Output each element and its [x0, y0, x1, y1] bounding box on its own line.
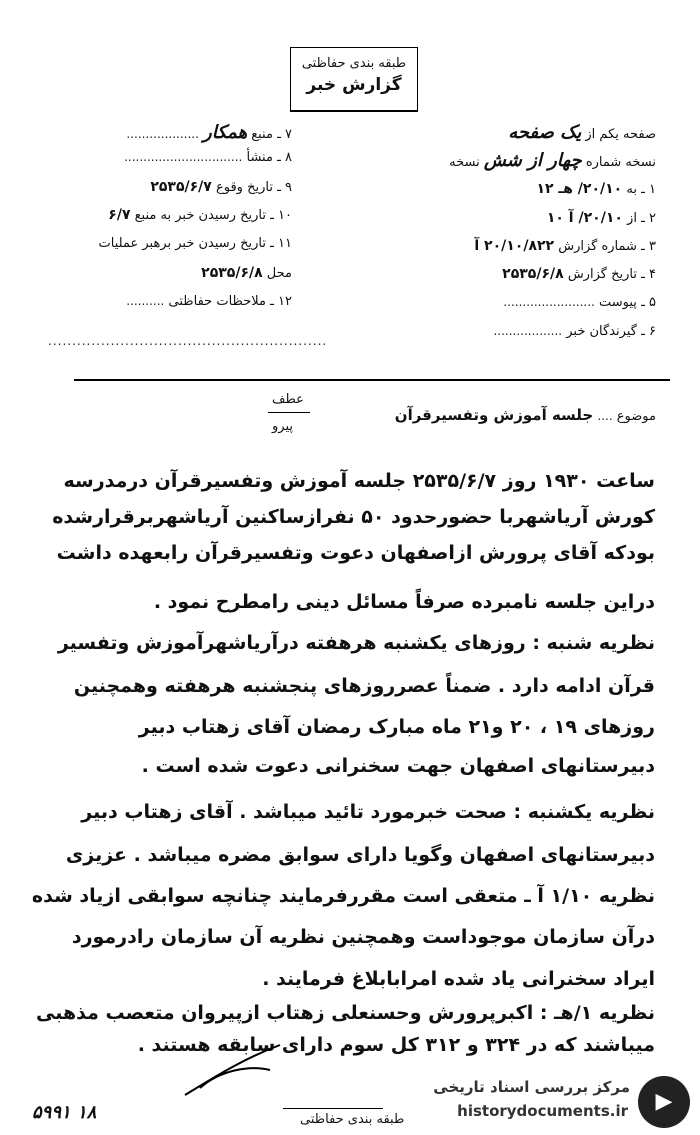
body-line: دبیرستانهای اصفهان جهت سخنرانی دعوت شده است .	[141, 755, 655, 777]
reference-atf-label: عطف	[272, 392, 304, 407]
body-line: روزهای ۱۹ ، ۲۰ و۲۱ ماه مبارک رمضان آقای زهتاب دبیر	[138, 716, 655, 738]
body-line: بودکه آقای پرورش ازاصفهان دعوت وتفسیرقرآن رابعهده داشت	[56, 542, 655, 564]
field-received-source-date-value: ۶/۷	[108, 207, 131, 223]
field-location	[201, 265, 292, 281]
body-line: قرآن ادامه دارد . ضمناً عصرروزهای پنجشنبه هرهفته وهمچنین	[73, 675, 655, 697]
field-page-label: صفحه یکم از	[585, 127, 656, 142]
footer-classification: طبقه بندی حفاظتی	[300, 1112, 405, 1127]
subject-label: موضوع	[616, 409, 656, 424]
classification-header-box	[290, 47, 418, 112]
footer-divider	[283, 1108, 383, 1109]
field-report-number	[474, 238, 656, 254]
field-security-notes-label: ۱۲ ـ ملاحظات حفاظتی	[168, 294, 292, 309]
reference-divider	[268, 412, 310, 413]
body-line: کورش آریاشهربا حضورحدود ۵۰ نفرازساکنین آریاشهربرقرارشده	[52, 506, 655, 528]
body-line: ساعت ۱۹۳۰ روز ۲۵۳۵/۶/۷ جلسه آموزش وتفسیرقرآن درمدرسه	[63, 470, 655, 492]
field-recipients-dots: ..................	[493, 324, 563, 338]
handwritten-scribble-icon	[180, 1040, 290, 1100]
field-source-value: همکار	[203, 122, 248, 143]
security-notes-line: ..........................................................	[48, 334, 328, 348]
body-line: دبیرستانهای اصفهان وگویا دارای سوابق مضره میباشد . عزیزی	[65, 844, 655, 866]
body-line: نظریه ۱/۱۰ آ ـ متعقی است مقررفرمایند چنانچه سوابقی ازیاد شده	[31, 885, 655, 907]
field-origin-label: ۸ ـ منشأ	[246, 150, 292, 165]
field-page	[508, 122, 656, 143]
subject-row: موضوع .... جلسه آموزش وتفسیرقرآن	[394, 406, 656, 424]
field-source	[126, 122, 292, 143]
body-line: درآن سازمان موجوداست وهمچنین نظریه آن سازمان رادرمورد	[71, 926, 655, 948]
section-divider	[74, 379, 670, 381]
body-line: نظریه ۱/هـ : اکبرپرورش وحسنعلی زهتاب ازپیروان متعصب مذهبی	[36, 1002, 655, 1024]
field-occurrence-date-label: ۹ ـ تاریخ وقوع	[215, 180, 292, 195]
field-recipients-label: ۶ ـ گیرندگان خبر	[566, 324, 656, 339]
field-copy-label: نسخه شماره	[585, 155, 656, 170]
field-attachment-dots: ........................	[503, 295, 595, 309]
field-attachment-label: ۵ ـ پیوست	[599, 295, 656, 310]
body-line: نظریه یکشنبه : صحت خبرمورد تائید میباشد . آقای زهتاب دبیر	[81, 801, 655, 823]
field-received-source-date	[108, 207, 292, 223]
body-line: دراین جلسه نامبرده صرفاً مسائل دینی رامطرح نمود .	[153, 591, 655, 613]
field-received-leader-date	[99, 236, 292, 251]
watermark-line2: historydocuments.ir	[457, 1102, 628, 1120]
reference-peyro	[272, 419, 293, 434]
field-report-date-value: ۲۵۳۵/۶/۸	[502, 266, 564, 282]
field-origin-dots: ...............................	[124, 150, 243, 164]
field-received-leader-date-label: ۱۱ ـ تاریخ رسیدن خبر برهبر عملیات	[98, 236, 292, 251]
field-security-notes-dots: ..........	[126, 294, 165, 308]
watermark-logo	[428, 1072, 690, 1130]
footer-handwritten-number: ۵۹۹۱ ۱۸	[32, 1102, 97, 1123]
body-line: نظریه شنبه : روزهای یکشنبه هرهفته درآریاشهرآموزش وتفسیر	[57, 632, 655, 654]
reference-atf	[272, 392, 304, 407]
field-report-date	[502, 266, 656, 282]
field-source-dots: ...................	[126, 127, 199, 141]
reference-peyro-label: پیرو	[272, 419, 293, 434]
field-page-value: یک صفحه	[508, 122, 582, 143]
field-report-number-value: ۲۰/۱۰/۸۲۲ آ	[474, 238, 555, 254]
field-location-value: ۲۵۳۵/۶/۸	[201, 265, 263, 281]
field-occurrence-date-value: ۲۵۳۵/۶/۷	[150, 179, 212, 195]
field-to	[536, 181, 656, 197]
field-to-label: ۱ ـ به	[626, 182, 656, 197]
classification-label: طبقه بندی حفاظتی	[301, 56, 407, 71]
field-source-label: ۷ ـ منبع	[251, 127, 292, 142]
field-from	[547, 210, 656, 226]
field-received-source-date-label: ۱۰ ـ تاریخ رسیدن خبر به منبع	[134, 208, 292, 223]
field-report-number-label: ۳ ـ شماره گزارش	[558, 239, 656, 254]
field-to-value: ۲۰/۱۰/ هـ ۱۲	[536, 181, 623, 197]
field-occurrence-date	[150, 179, 292, 195]
field-security-notes	[126, 294, 292, 309]
field-attachment	[503, 295, 656, 310]
field-copy-suffix: نسخه	[449, 155, 480, 170]
body-line: میباشند که در ۳۲۴ و ۳۱۲ کل سوم دارای سابقه هستند .	[137, 1034, 655, 1056]
subject-value: جلسه آموزش وتفسیرقرآن	[394, 406, 594, 424]
watermark-line1: مرکز بررسی اسناد تاریخی	[433, 1078, 630, 1096]
report-title: گزارش خبر	[306, 75, 402, 95]
field-copy-value: چهار از شش	[483, 150, 582, 171]
field-recipients	[493, 324, 656, 339]
field-from-label: ۲ ـ از	[627, 211, 656, 226]
field-origin	[124, 150, 292, 165]
field-copy	[449, 150, 656, 171]
field-location-label: محل	[266, 266, 292, 281]
field-report-date-label: ۴ ـ تاریخ گزارش	[567, 267, 656, 282]
field-from-value: ۲۰/۱۰/ آ ۱۰	[546, 210, 623, 226]
body-line: ایراد سخنرانی یاد شده امرابابلاغ فرمایند .	[262, 968, 655, 990]
archive-logo-icon: ▶	[638, 1076, 690, 1128]
